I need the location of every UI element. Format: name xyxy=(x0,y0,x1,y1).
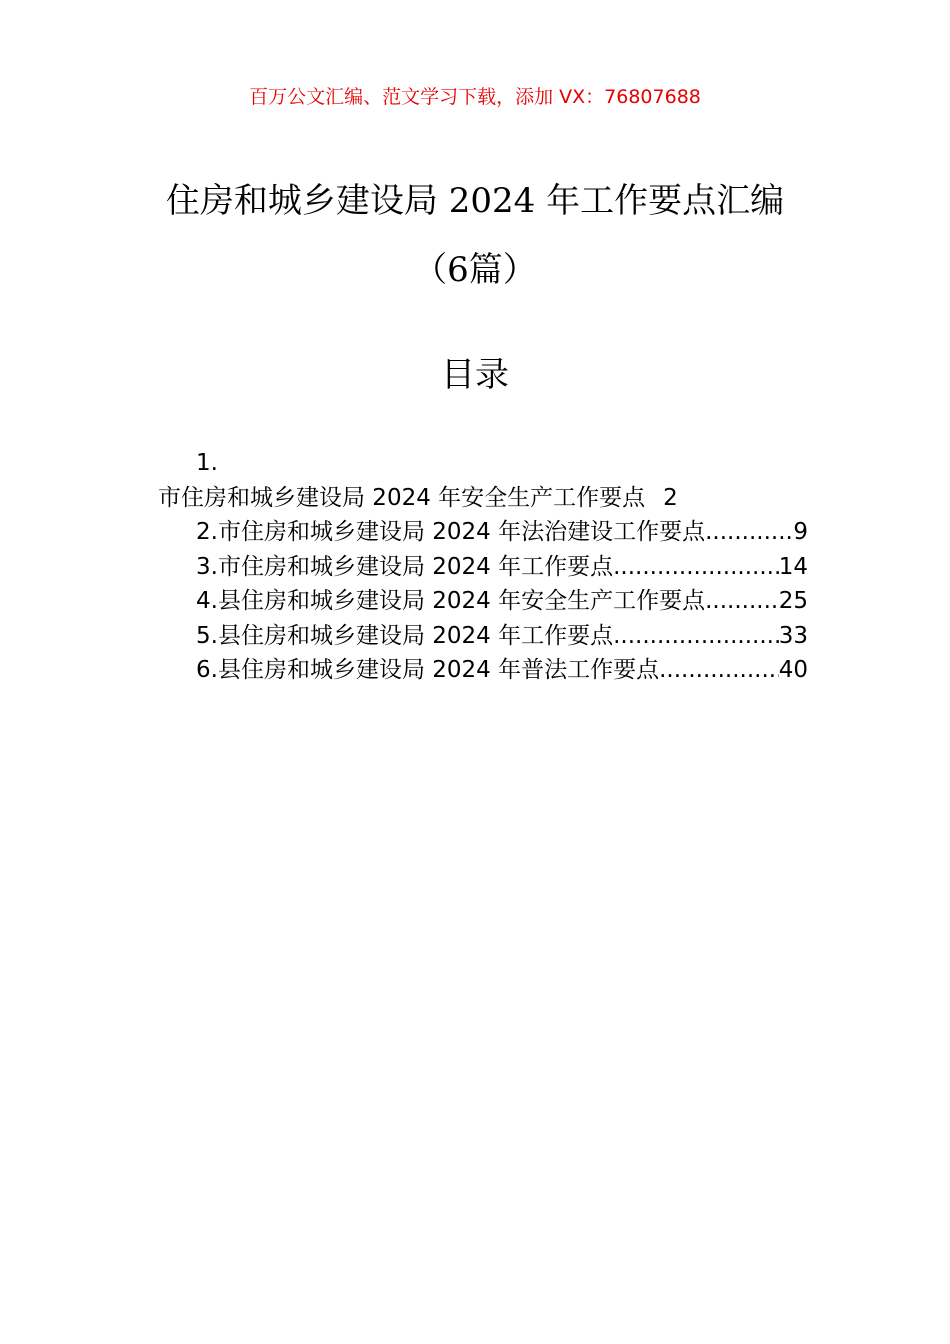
toc-item-number: 6. xyxy=(196,657,218,683)
toc-heading: 目录 xyxy=(441,355,509,395)
toc-item-page: 25 xyxy=(778,588,808,614)
toc-item-page: 14 xyxy=(778,553,808,580)
toc-item[interactable] xyxy=(158,653,808,688)
toc-item-page: 9 xyxy=(793,519,808,545)
toc-item[interactable] xyxy=(158,619,808,654)
toc-item-title: 市住房和城乡建设局 2024 年工作要点 xyxy=(217,553,614,580)
toc-item-page: 40 xyxy=(778,657,808,683)
toc-item-title: 市住房和城乡建设局 2024 年安全生产工作要点 xyxy=(158,484,646,511)
table-of-contents xyxy=(158,446,808,688)
toc-item-page: 2 xyxy=(663,484,678,511)
toc-leader-dots xyxy=(705,515,793,550)
toc-item-number: 2. xyxy=(196,519,218,545)
toc-item[interactable] xyxy=(158,515,808,550)
toc-leader-dots xyxy=(613,550,779,585)
toc-item-title: 县住房和城乡建设局 2024 年普法工作要点 xyxy=(217,657,660,683)
toc-leader-dots xyxy=(659,653,779,688)
toc-item-number: 5. xyxy=(196,622,218,649)
toc-item-number: 1. xyxy=(196,450,218,476)
toc-item-page: 33 xyxy=(778,622,808,649)
toc-item[interactable] xyxy=(158,584,808,619)
toc-leader-dots xyxy=(613,619,779,654)
toc-item-title: 市住房和城乡建设局 2024 年法治建设工作要点 xyxy=(217,519,706,545)
toc-item-number: 4. xyxy=(196,588,218,614)
toc-item-title: 县住房和城乡建设局 2024 年工作要点 xyxy=(217,622,614,649)
document-subtitle: （6篇） xyxy=(413,250,537,290)
promo-banner: 百万公文汇编、范文学习下载，添加 VX：76807688 xyxy=(249,86,701,108)
toc-item-number: 3. xyxy=(196,553,218,580)
document-title: 住房和城乡建设局 2024 年工作要点汇编 xyxy=(165,181,785,221)
toc-item[interactable] xyxy=(158,446,808,515)
toc-item[interactable] xyxy=(158,550,808,585)
toc-leader-dots xyxy=(705,584,779,619)
toc-item-title: 县住房和城乡建设局 2024 年安全生产工作要点 xyxy=(217,588,706,614)
